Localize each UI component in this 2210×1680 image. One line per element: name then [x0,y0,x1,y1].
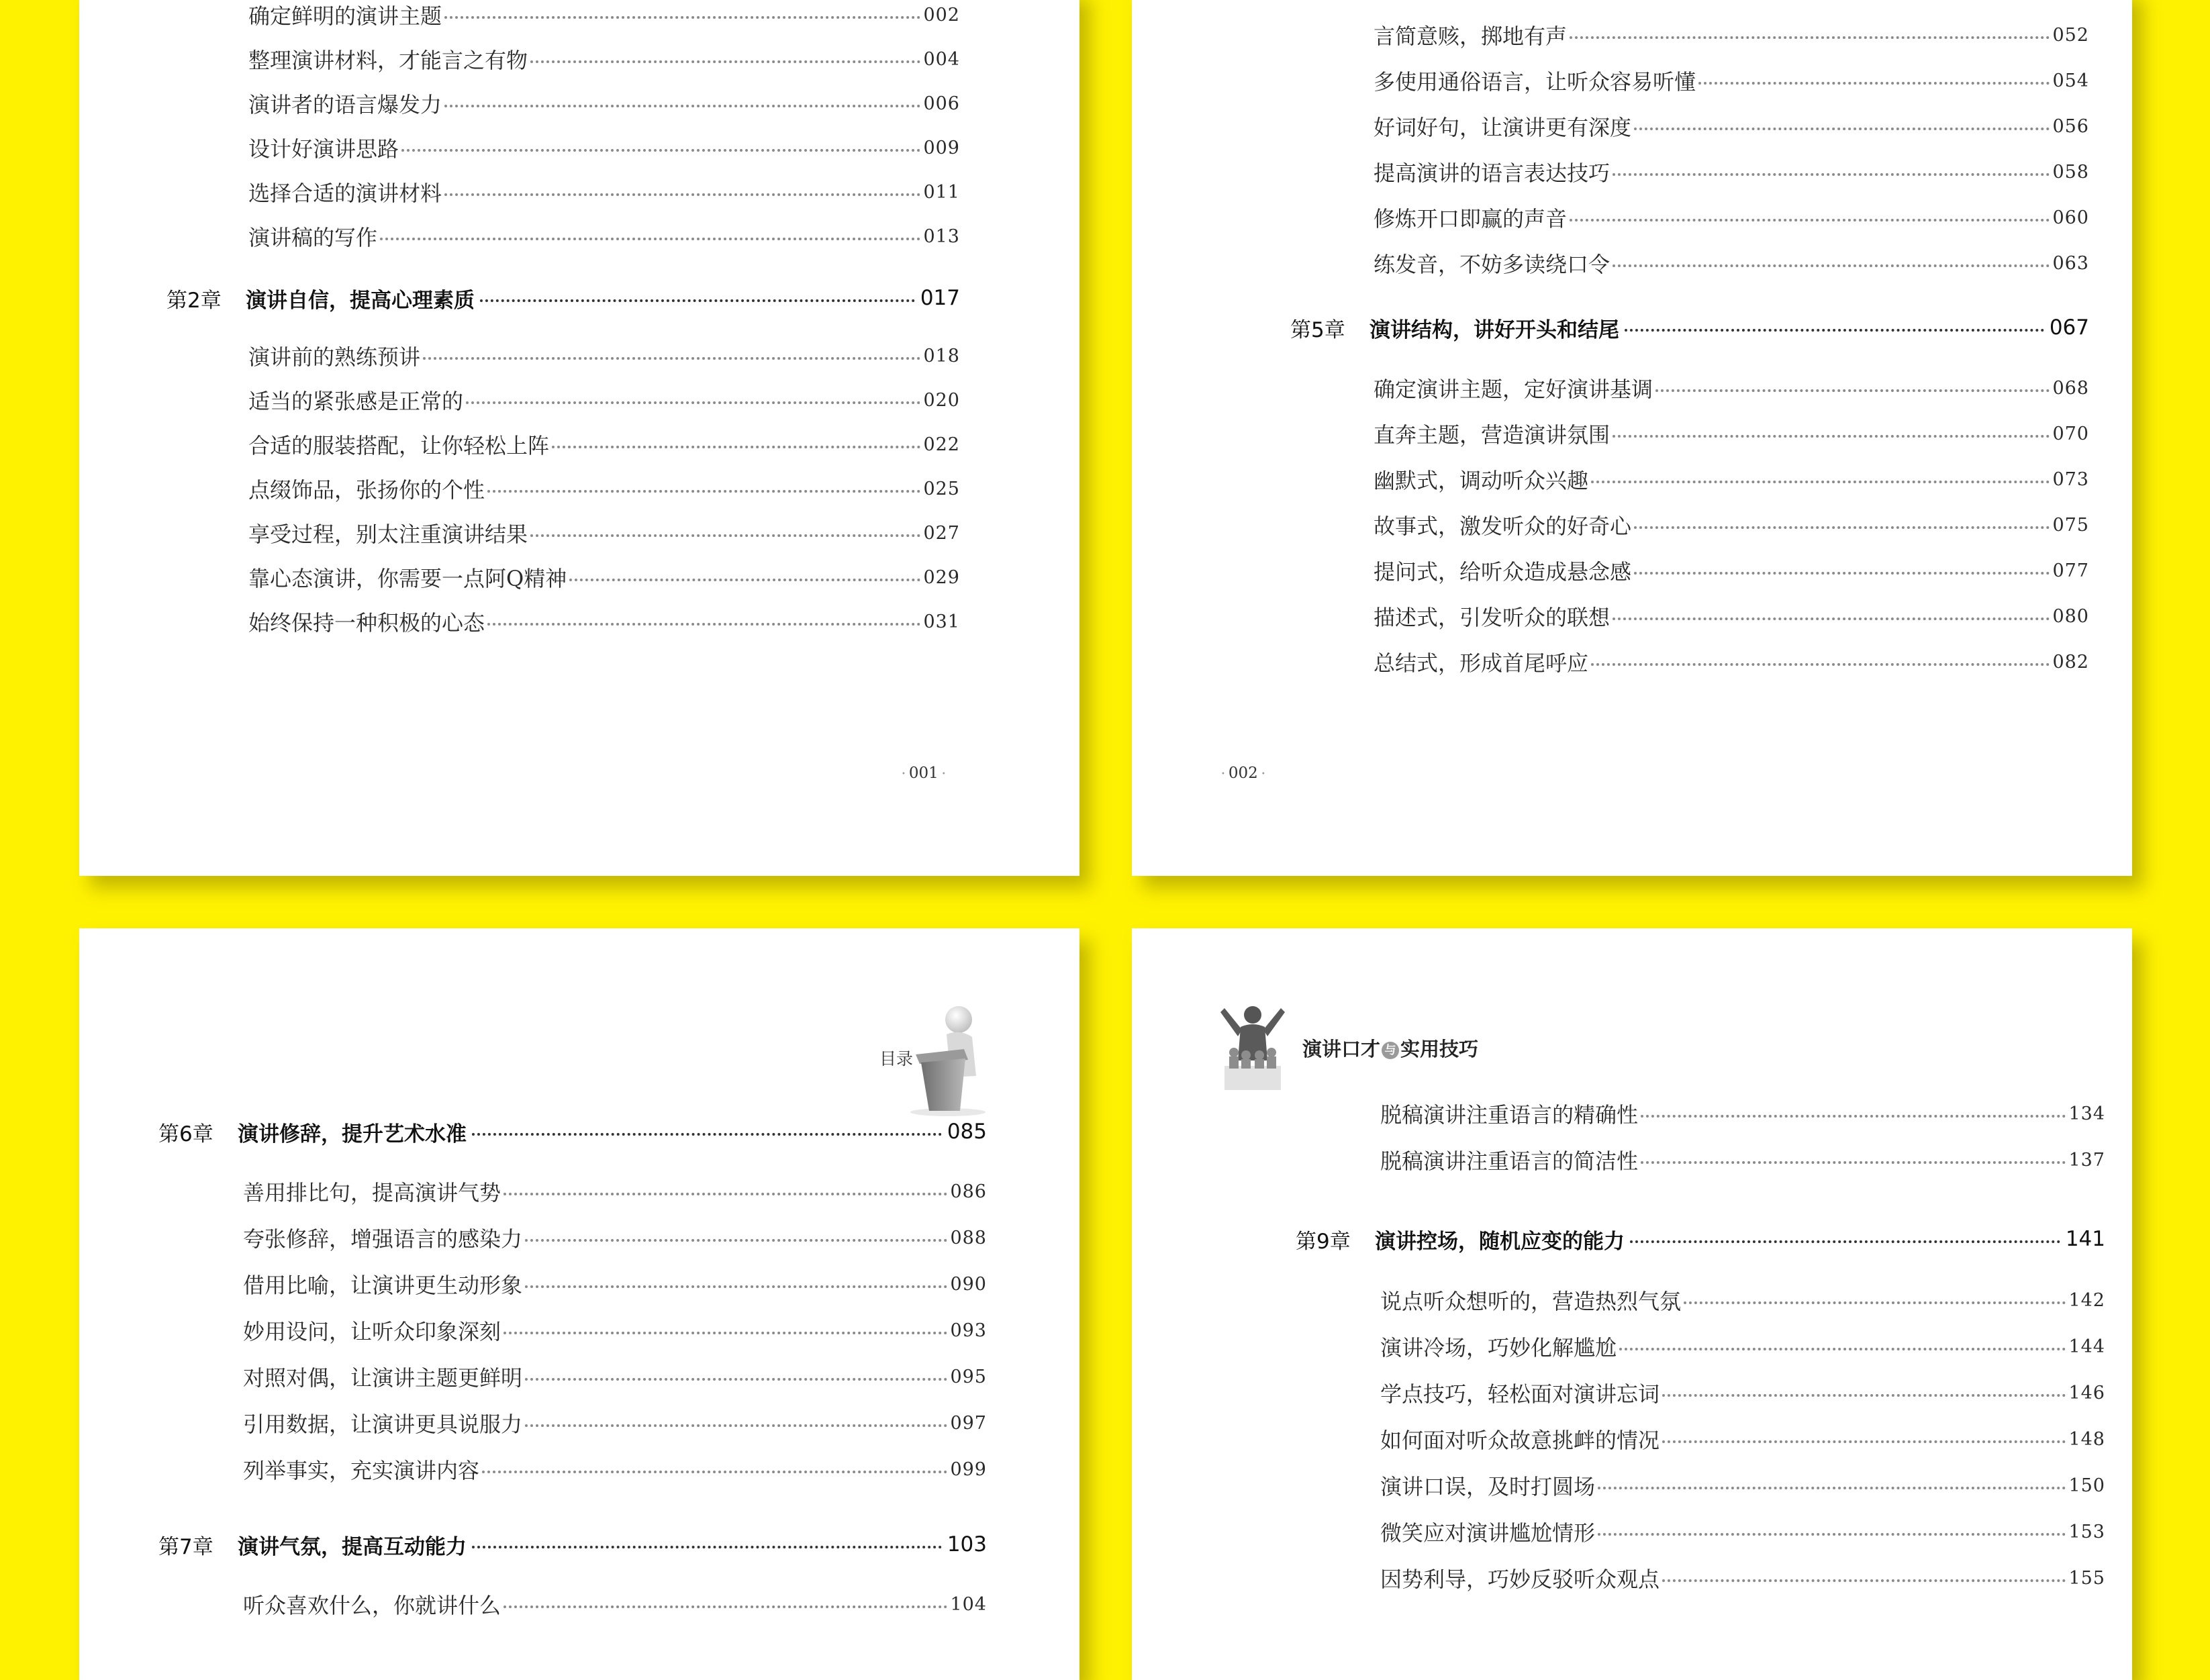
toc-entry[interactable] [1374,20,2089,50]
dot-leader [444,193,920,196]
dot-leader [423,357,920,360]
dot-leader [530,60,920,63]
toc-entry[interactable] [243,1589,987,1619]
chapter-title: 演讲结构，讲好开头和结尾 [1370,317,1619,342]
podium-figure-icon [906,1002,987,1116]
dot-leader [1698,82,2050,85]
dot-leader [1591,481,2050,483]
dot-leader [1662,1579,2066,1582]
entry-title: 演讲者的语言爆发力 [248,92,442,117]
chapter-heading[interactable] [166,283,960,313]
entry-page: 153 [2068,1521,2105,1542]
chapter-heading[interactable] [1290,312,2089,343]
toc-entry[interactable] [248,177,960,207]
entry-title: 善用排比句，提高演讲气势 [243,1180,501,1205]
toc-entry[interactable] [1374,248,2089,278]
entry-page: 150 [2068,1475,2105,1496]
chapter-title: 演讲自信，提高心理素质 [246,288,475,313]
toc-page-002 [1132,0,2132,876]
toc-entry[interactable] [1380,1145,2105,1175]
toc-entry[interactable] [1380,1378,2105,1407]
toc-page-bottom-right [1132,928,2132,1680]
toc-entry[interactable] [243,1454,987,1484]
dot-leader [444,105,920,107]
chapter-heading[interactable] [158,1116,987,1147]
entry-title: 选择合适的演讲材料 [248,181,442,206]
entry-title: 直奔主题，营造演讲氛围 [1374,422,1611,448]
entry-title: 适当的紧张感是正常的 [248,389,464,414]
entry-title: 修炼开口即赢的声音 [1374,206,1568,232]
toc-entry[interactable] [1380,1285,2105,1315]
dot-leader [1625,329,2044,332]
dot-leader [1598,1533,2066,1536]
entry-title: 脱稿演讲注重语言的精确性 [1380,1102,1639,1128]
page-number: • 002 • [1218,764,1269,782]
book-title-right: 实用技巧 [1400,1038,1479,1060]
toc-entry[interactable] [248,133,960,162]
entry-page: 142 [2068,1289,2105,1311]
entry-title: 确定演讲主题，定好演讲基调 [1374,377,1653,402]
entry-title: 享受过程，别太注重演讲结果 [248,522,528,547]
dot-leader [1613,264,2050,267]
chapter-title: 演讲修辞，提升艺术水准 [238,1122,467,1146]
entry-page: 018 [923,345,960,366]
dot-leader [525,1285,947,1288]
entry-page: 002 [923,4,960,26]
dot-leader [1634,128,2050,130]
entry-title: 演讲冷场，巧妙化解尴尬 [1380,1335,1617,1361]
entry-title: 始终保持一种积极的心态 [248,610,485,636]
entry-title: 设计好演讲思路 [248,136,399,162]
entry-page: 097 [950,1412,987,1434]
entry-page: 020 [923,389,960,411]
entry-page: 056 [2052,115,2089,137]
entry-title: 借用比喻，让演讲更生动形象 [243,1273,523,1298]
toc-entry[interactable] [248,430,960,459]
toc-entry[interactable] [1374,601,2089,631]
toc-entry[interactable] [243,1223,987,1252]
chapter-number: 第9章 [1296,1229,1351,1254]
entry-title: 妙用设问，让听众印象深刻 [243,1319,501,1344]
entry-title: 幽默式，调动听众兴趣 [1374,468,1589,493]
dot-leader [1662,1440,2066,1443]
entry-title: 微笑应对演讲尴尬情形 [1380,1520,1596,1546]
entry-title: 学点技巧，轻松面对演讲忘词 [1380,1381,1660,1407]
toc-entry[interactable] [1380,1563,2105,1593]
toc-entry[interactable] [248,474,960,503]
chapter-heading[interactable] [158,1529,987,1560]
entry-page: 082 [2052,651,2089,673]
dot-leader [525,1239,947,1242]
entry-page: 052 [2052,24,2089,46]
entry-page: 099 [950,1459,987,1480]
dot-leader [1613,617,2050,620]
toc-entry[interactable] [1380,1099,2105,1128]
entry-page: 070 [2052,423,2089,444]
entry-page: 004 [923,48,960,70]
entry-page: 022 [923,434,960,455]
dot-leader [1641,1115,2066,1118]
entry-title: 言简意赅，掷地有声 [1374,23,1568,49]
entry-title: 听众喜欢什么，你就讲什么 [243,1593,501,1618]
entry-page: 134 [2068,1103,2105,1124]
entry-page: 011 [923,181,960,203]
entry-title: 说点听众想听的，营造热烈气氛 [1380,1289,1682,1314]
dot-leader [1630,1240,2060,1243]
entry-page: 063 [2052,252,2089,274]
entry-title: 如何面对听众故意挑衅的情况 [1380,1428,1660,1453]
dot-leader [444,16,920,19]
entry-title: 点缀饰品，张扬你的个性 [248,477,485,503]
entry-title: 对照对偶，让演讲主题更鲜明 [243,1365,523,1391]
toc-entry[interactable] [1380,1517,2105,1546]
dot-leader [525,1424,947,1427]
entry-title: 夸张修辞，增强语言的感染力 [243,1226,523,1252]
toc-entry[interactable] [1374,203,2089,232]
entry-page: 060 [2052,207,2089,228]
entry-title: 确定鲜明的演讲主题 [248,3,442,29]
chapter-page: 017 [920,286,960,310]
dot-leader [487,490,920,493]
entry-page: 054 [2052,70,2089,91]
dot-leader [1613,435,2050,438]
entry-title: 演讲前的熟练预讲 [248,344,421,370]
dot-leader [530,534,920,537]
toc-entry[interactable] [1374,464,2089,494]
entry-page: 146 [2068,1382,2105,1403]
book-title-conjunction: 与 [1382,1042,1399,1059]
dot-leader [1570,219,2050,221]
toc-entry[interactable] [1380,1471,2105,1500]
entry-page: 155 [2068,1567,2105,1589]
chapter-number: 第6章 [158,1122,213,1146]
dot-leader [1570,36,2050,39]
toc-entry[interactable] [243,1408,987,1438]
dot-leader [503,1332,947,1334]
chapter-heading[interactable] [1296,1224,2105,1254]
entry-page: 148 [2068,1428,2105,1450]
dot-leader [1591,663,2050,666]
book-title-left: 演讲口才 [1302,1038,1381,1060]
toc-entry[interactable] [248,385,960,415]
toc-entry[interactable] [243,1362,987,1391]
entry-title: 演讲稿的写作 [248,225,378,250]
toc-entry[interactable] [248,0,960,30]
toc-entry[interactable] [243,1316,987,1345]
entry-title: 故事式，激发听众的好奇心 [1374,513,1632,539]
chapter-title: 演讲控场，随机应变的能力 [1375,1229,1625,1254]
entry-page: 027 [923,522,960,544]
chapter-number: 第7章 [158,1534,213,1559]
entry-title: 整理演讲材料，才能言之有物 [248,48,528,73]
dot-leader [466,401,920,404]
dot-leader [569,579,920,581]
dot-leader [401,149,920,152]
toc-entry[interactable] [1374,419,2089,448]
toc-page-001 [79,0,1079,876]
entry-page: 073 [2052,468,2089,490]
entry-page: 088 [950,1227,987,1248]
toc-entry[interactable] [1380,1332,2105,1361]
entry-page: 137 [2068,1149,2105,1171]
toc-entry[interactable] [248,44,960,74]
chapter-number: 第5章 [1290,317,1345,342]
dot-leader [552,446,920,448]
entry-title: 总结式，形成首尾呼应 [1374,650,1589,676]
toc-header-label: 目录 [879,1049,914,1069]
toc-entry[interactable] [243,1269,987,1299]
entry-title: 脱稿演讲注重语言的简洁性 [1380,1148,1639,1174]
entry-page: 025 [923,478,960,499]
entry-title: 合适的服装搭配，让你轻松上阵 [248,433,550,458]
entry-title: 练发音，不妨多读绕口令 [1374,252,1611,277]
entry-page: 058 [2052,161,2089,183]
entry-page: 093 [950,1320,987,1341]
entry-title: 描述式，引发听众的联想 [1374,605,1611,630]
dot-leader [503,1605,947,1608]
chapter-title: 演讲气氛，提高互动能力 [238,1534,467,1559]
toc-entry[interactable] [1374,111,2089,141]
dot-leader [1684,1301,2066,1304]
entry-title: 因势利导，巧妙反驳听众观点 [1380,1567,1660,1592]
entry-title: 引用数据，让演讲更具说服力 [243,1412,523,1437]
entry-page: 095 [950,1366,987,1387]
dot-leader [1641,1161,2066,1164]
entry-title: 演讲口误，及时打圆场 [1380,1474,1596,1499]
toc-entry[interactable] [248,341,960,370]
toc-page-bottom-left [79,928,1079,1680]
dot-leader [380,238,920,240]
entry-title: 多使用通俗语言，让听众容易听懂 [1374,69,1696,95]
dot-leader [472,1133,942,1136]
dot-leader [1634,526,2050,529]
dot-leader [487,623,920,626]
toc-entry[interactable] [1380,1424,2105,1454]
toc-entry[interactable] [248,518,960,548]
dot-leader [1634,572,2050,575]
page-number: • 001 • [898,764,949,782]
entry-title: 好词好句，让演讲更有深度 [1374,115,1632,140]
toc-entry[interactable] [1374,556,2089,585]
entry-page: 104 [950,1593,987,1615]
entry-title: 列举事实，充实演讲内容 [243,1458,480,1483]
dot-leader [1613,173,2050,176]
toc-entry[interactable] [1374,510,2089,540]
entry-page: 006 [923,93,960,114]
entry-page: 068 [2052,377,2089,399]
dot-leader [503,1193,947,1195]
dot-leader [1619,1348,2066,1350]
toc-entry[interactable] [248,562,960,592]
entry-title: 提高演讲的语言表达技巧 [1374,160,1611,186]
dot-leader [472,1546,942,1548]
toc-entry[interactable] [1374,373,2089,403]
entry-page: 086 [950,1181,987,1202]
chapter-number: 第2章 [166,288,222,313]
dot-leader [1662,1394,2066,1397]
toc-entry[interactable] [248,607,960,636]
entry-page: 075 [2052,514,2089,536]
entry-page: 009 [923,137,960,158]
toc-entry[interactable] [1374,157,2089,187]
chapter-page: 085 [947,1120,987,1144]
toc-entry[interactable] [1374,647,2089,677]
entry-page: 144 [2068,1336,2105,1357]
toc-entry[interactable] [1374,66,2089,95]
entry-page: 013 [923,226,960,247]
toc-entry[interactable] [248,89,960,118]
book-title-header [1302,1034,1478,1062]
speaker-crowd-icon [1211,999,1292,1093]
entry-page: 029 [923,566,960,588]
entry-page: 080 [2052,605,2089,627]
dot-leader [480,299,915,302]
dot-leader [525,1378,947,1381]
chapter-page: 103 [947,1532,987,1557]
entry-page: 077 [2052,560,2089,581]
entry-page: 031 [923,611,960,632]
dot-leader [482,1471,947,1473]
entry-title: 靠心态演讲，你需要一点阿Q精神 [248,566,567,591]
toc-entry[interactable] [243,1177,987,1206]
dot-leader [1655,389,2050,392]
chapter-page: 067 [2049,315,2089,340]
entry-title: 提问式，给听众造成悬念感 [1374,559,1632,585]
toc-entry[interactable] [248,221,960,251]
chapter-page: 141 [2065,1227,2105,1251]
entry-page: 090 [950,1273,987,1295]
dot-leader [1598,1487,2066,1489]
